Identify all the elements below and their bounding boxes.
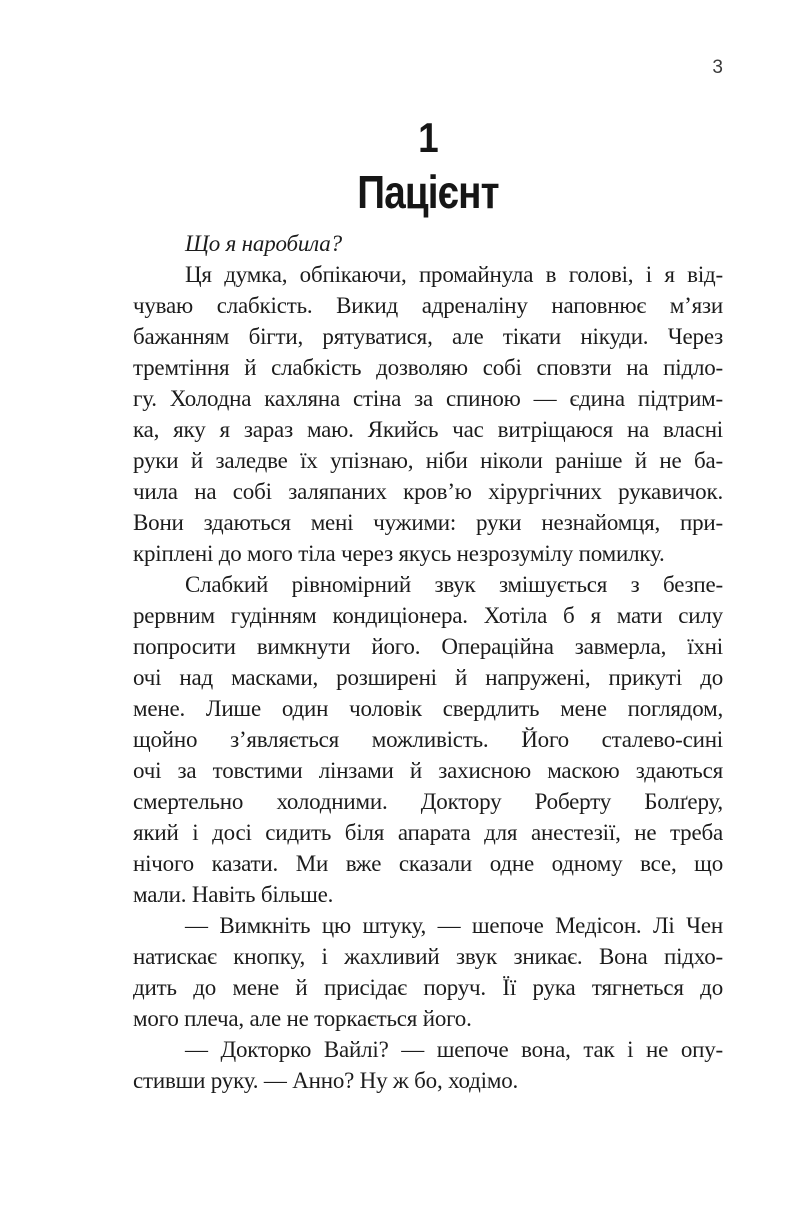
text-line: рервним гудінням кондиціонера. Хотіла б я мати силу (133, 603, 723, 628)
page-number: 3 (712, 57, 723, 78)
text-line: очі над масками, розширені й напружені, прикуті до (133, 665, 723, 690)
text-line: ка, яку я зараз маю. Якийсь час витріщаюся на власні (133, 417, 723, 442)
text-line: стивши руку. — Анно? Ну ж бо, ходімо. (133, 1068, 519, 1093)
text-line: чуваю слабкість. Викид адреналіну наповнює м’язи (133, 293, 723, 318)
text-line: чила на собі заляпаних кров’ю хірургічних рукавичок. (133, 479, 723, 504)
text-line: мали. Навіть більше. (133, 882, 334, 907)
text-line: — Докторко Вайлі? — шепоче вона, так і не опу- (185, 1037, 723, 1062)
body-text (133, 228, 723, 1096)
text-line: мого плеча, але не торкається його. (133, 1006, 472, 1031)
text-line: Ця думка, обпікаючи, промайнула в голові, і я від- (185, 262, 723, 287)
text-line: тремтіння й слабкість дозволяю собі сповзти на підло- (133, 355, 723, 380)
chapter-number: 1 (418, 114, 438, 161)
text-line: попросити вимкнути його. Операційна завмерла, їхні (133, 634, 723, 659)
text-line: нічого казати. Ми вже сказали одне одному все, що (133, 851, 723, 876)
paragraph (133, 1034, 723, 1096)
text-line: кріплені до мого тіла через якусь незрозумілу помилку. (133, 541, 665, 566)
text-line: щойно з’являється можливість. Його сталево-сині (133, 727, 723, 752)
text-line: смертельно холодними. Доктору Роберту Болґеру, (133, 789, 723, 814)
text-line: мене. Лише один чоловік свердлить мене поглядом, (133, 696, 723, 721)
paragraph (133, 259, 723, 569)
text-line: дить до мене й присідає поруч. Її рука тягнеться до (133, 975, 723, 1000)
text-line: який і досі сидить біля апарата для анестезії, не треба (133, 820, 723, 845)
text-line: натискає кнопку, і жахливий звук зникає. Вона підхо- (133, 944, 723, 969)
text-line: — Вимкніть цю штуку, — шепоче Медісон. Лі Чен (185, 913, 723, 938)
paragraph (133, 910, 723, 1034)
text-line: Слабкий рівномірний звук змішується з безпе- (185, 572, 723, 597)
chapter-heading (133, 116, 723, 218)
paragraph (133, 569, 723, 910)
text-line: очі за товстими лінзами й захисною маскою здаються (133, 758, 723, 783)
opening-line: Що я наробила? (185, 231, 342, 256)
text-line: бажанням бігти, рятуватися, але тікати нікуди. Через (133, 324, 723, 349)
chapter-title: Пацієнт (357, 166, 499, 218)
text-line: гу. Холодна кахляна стіна за спиною — єдина підтрим- (133, 386, 723, 411)
text-line: руки й заледве їх упізнаю, ніби ніколи раніше й не ба- (133, 448, 723, 473)
text-line: Вони здаються мені чужими: руки незнайомця, при- (133, 510, 723, 535)
paragraphs-container (133, 259, 723, 1096)
